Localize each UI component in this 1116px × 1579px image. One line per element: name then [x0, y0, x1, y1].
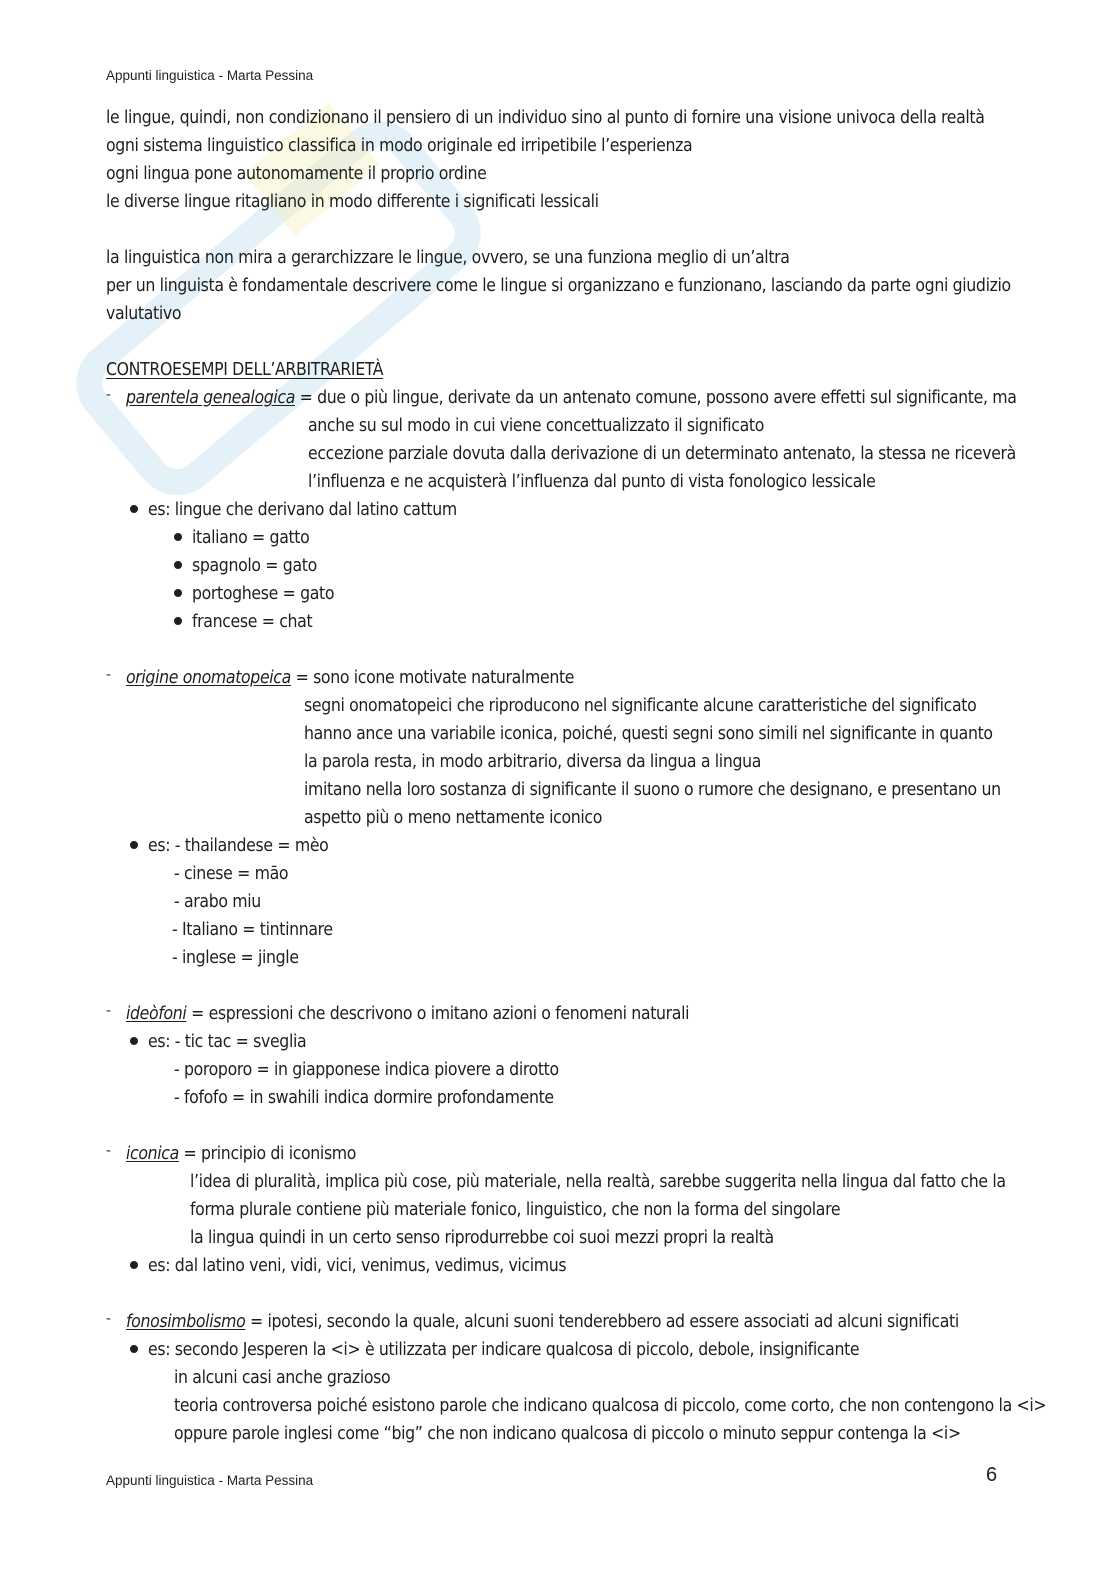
bullet-icon — [130, 841, 138, 849]
bullet-icon — [174, 533, 182, 541]
page-footer: Appunti linguistica - Marta Pessina — [106, 1473, 314, 1488]
definition-text: = sono icone motivate naturalmente — [290, 668, 575, 688]
definition-cont: l’idea di pluralità, implica più cose, più materiale, nella realtà, sarebbe suggerita nella lingua dal fatto che la — [190, 1172, 1006, 1192]
example-item — [174, 528, 309, 548]
bullet-icon — [130, 1261, 138, 1269]
paragraph-line: valutativo — [106, 304, 182, 324]
item-text: francese = chat — [192, 612, 313, 632]
definition-line — [126, 388, 1017, 408]
term-ideofoni: ideòfoni — [126, 1004, 187, 1024]
example-item — [174, 584, 334, 604]
definition-cont: aspetto più o meno nettamente iconico — [304, 808, 603, 828]
example-text: es: lingue che derivano dal latino cattum — [148, 500, 457, 520]
example-item — [174, 556, 317, 576]
list-dash: - — [106, 666, 111, 683]
example-line — [130, 500, 457, 520]
bullet-icon — [130, 1345, 138, 1353]
intro-line: ogni lingua pone autonomamente il proprio ordine — [106, 164, 487, 184]
example-item: - poroporo = in giapponese indica piovere a dirotto — [174, 1060, 559, 1080]
item-text: portoghese = gato — [192, 584, 335, 604]
term-parentela: parentela genealogica — [126, 388, 296, 408]
definition-text: = principio di iconismo — [178, 1144, 357, 1164]
definition-line — [126, 1004, 689, 1024]
definition-cont: segni onomatopeici che riproducono nel significante alcune caratteristiche del significato — [304, 696, 977, 716]
definition-text: = espressioni che descrivono o imitano azioni o fenomeni naturali — [186, 1004, 690, 1024]
definition-cont: imitano nella loro sostanza di significante il suono o rumore che designano, e presentano un — [304, 780, 1001, 800]
example-line — [130, 1340, 859, 1360]
definition-text: = due o più lingue, derivate da un antenato comune, possono avere effetti sul significante, ma — [295, 388, 1017, 408]
definition-cont: anche su sul modo in cui viene concettualizzato il significato — [308, 416, 764, 436]
example-text: es: secondo Jesperen la <i> è utilizzata per indicare qualcosa di piccolo, debole, insignificante — [148, 1340, 860, 1360]
definition-cont: oppure parole inglesi come “big” che non indicano qualcosa di piccolo o minuto seppur contenga la <i> — [174, 1424, 961, 1444]
paragraph-line: la linguistica non mira a gerarchizzare le lingue, ovvero, se una funziona meglio di un’altra — [106, 248, 790, 268]
definition-cont: hanno ance una variabile iconica, poiché, questi segni sono simili nel significante in quanto — [304, 724, 993, 744]
bullet-icon — [130, 1037, 138, 1045]
intro-line: le diverse lingue ritagliano in modo differente i significati lessicali — [106, 192, 599, 212]
example-item: - cinese = māo — [174, 864, 289, 884]
definition-cont: la lingua quindi in un certo senso riprodurrebbe coi suoi mezzi propri la realtà — [190, 1228, 774, 1248]
item-text: italiano = gatto — [192, 528, 310, 548]
definition-cont: forma plurale contiene più materiale fonico, linguistico, che non la forma del singolare — [190, 1200, 841, 1220]
bullet-icon — [130, 505, 138, 513]
list-dash: - — [106, 1142, 111, 1159]
example-item: - inglese = jingle — [172, 948, 299, 968]
definition-cont: teoria controversa poiché esistono parole che indicano qualcosa di piccolo, come corto, che non contengono la <i> — [174, 1396, 1047, 1416]
term-iconica: iconica — [126, 1144, 179, 1164]
list-dash: - — [106, 386, 111, 403]
definition-text: = ipotesi, secondo la quale, alcuni suoni tenderebbero ad essere associati ad alcuni significati — [245, 1312, 959, 1332]
example-item: - fofofo = in swahili indica dormire profondamente — [174, 1088, 554, 1108]
item-text: spagnolo = gato — [192, 556, 317, 576]
example-line — [130, 1256, 566, 1276]
page-header: Appunti linguistica - Marta Pessina — [106, 68, 314, 83]
definition-cont: la parola resta, in modo arbitrario, diversa da lingua a lingua — [304, 752, 762, 772]
section-title: CONTROESEMPI DELL’ARBITRARIETÀ — [106, 360, 384, 380]
definition-cont: in alcuni casi anche grazioso — [174, 1368, 391, 1388]
list-dash: - — [106, 1310, 111, 1327]
list-dash: - — [106, 1002, 111, 1019]
example-text: es: dal latino veni, vidi, vici, venimus, vedimus, vicimus — [148, 1256, 567, 1276]
definition-line — [126, 1312, 959, 1332]
bullet-icon — [174, 561, 182, 569]
paragraph-line: per un linguista è fondamentale descrivere come le lingue si organizzano e funzionano, lasciando da parte ogni giudizio — [106, 276, 1011, 296]
bullet-icon — [174, 617, 182, 625]
term-fonosimbolismo: fonosimbolismo — [126, 1312, 246, 1332]
example-line — [130, 1032, 306, 1052]
bullet-icon — [174, 589, 182, 597]
example-text: es: - thailandese = mèo — [148, 836, 329, 856]
term-onomatopeica: origine onomatopeica — [126, 668, 291, 688]
definition-line — [126, 668, 574, 688]
intro-line: le lingue, quindi, non condizionano il pensiero di un individuo sino al punto di fornire una visione univoca della realtà — [106, 108, 985, 128]
example-item: - arabo miu — [174, 892, 261, 912]
example-line — [130, 836, 328, 856]
intro-line: ogni sistema linguistico classifica in modo originale ed irripetibile l’esperienza — [106, 136, 693, 156]
example-text: es: - tic tac = sveglia — [148, 1032, 307, 1052]
page-number: 6 — [986, 1464, 998, 1486]
definition-cont: eccezione parziale dovuta dalla derivazione di un determinato antenato, la stessa ne riceverà — [308, 444, 1016, 464]
definition-line — [126, 1144, 356, 1164]
example-item: - Italiano = tintinnare — [172, 920, 333, 940]
definition-cont: l’influenza e ne acquisterà l’influenza dal punto di vista fonologico lessicale — [308, 472, 876, 492]
example-item — [174, 612, 312, 632]
